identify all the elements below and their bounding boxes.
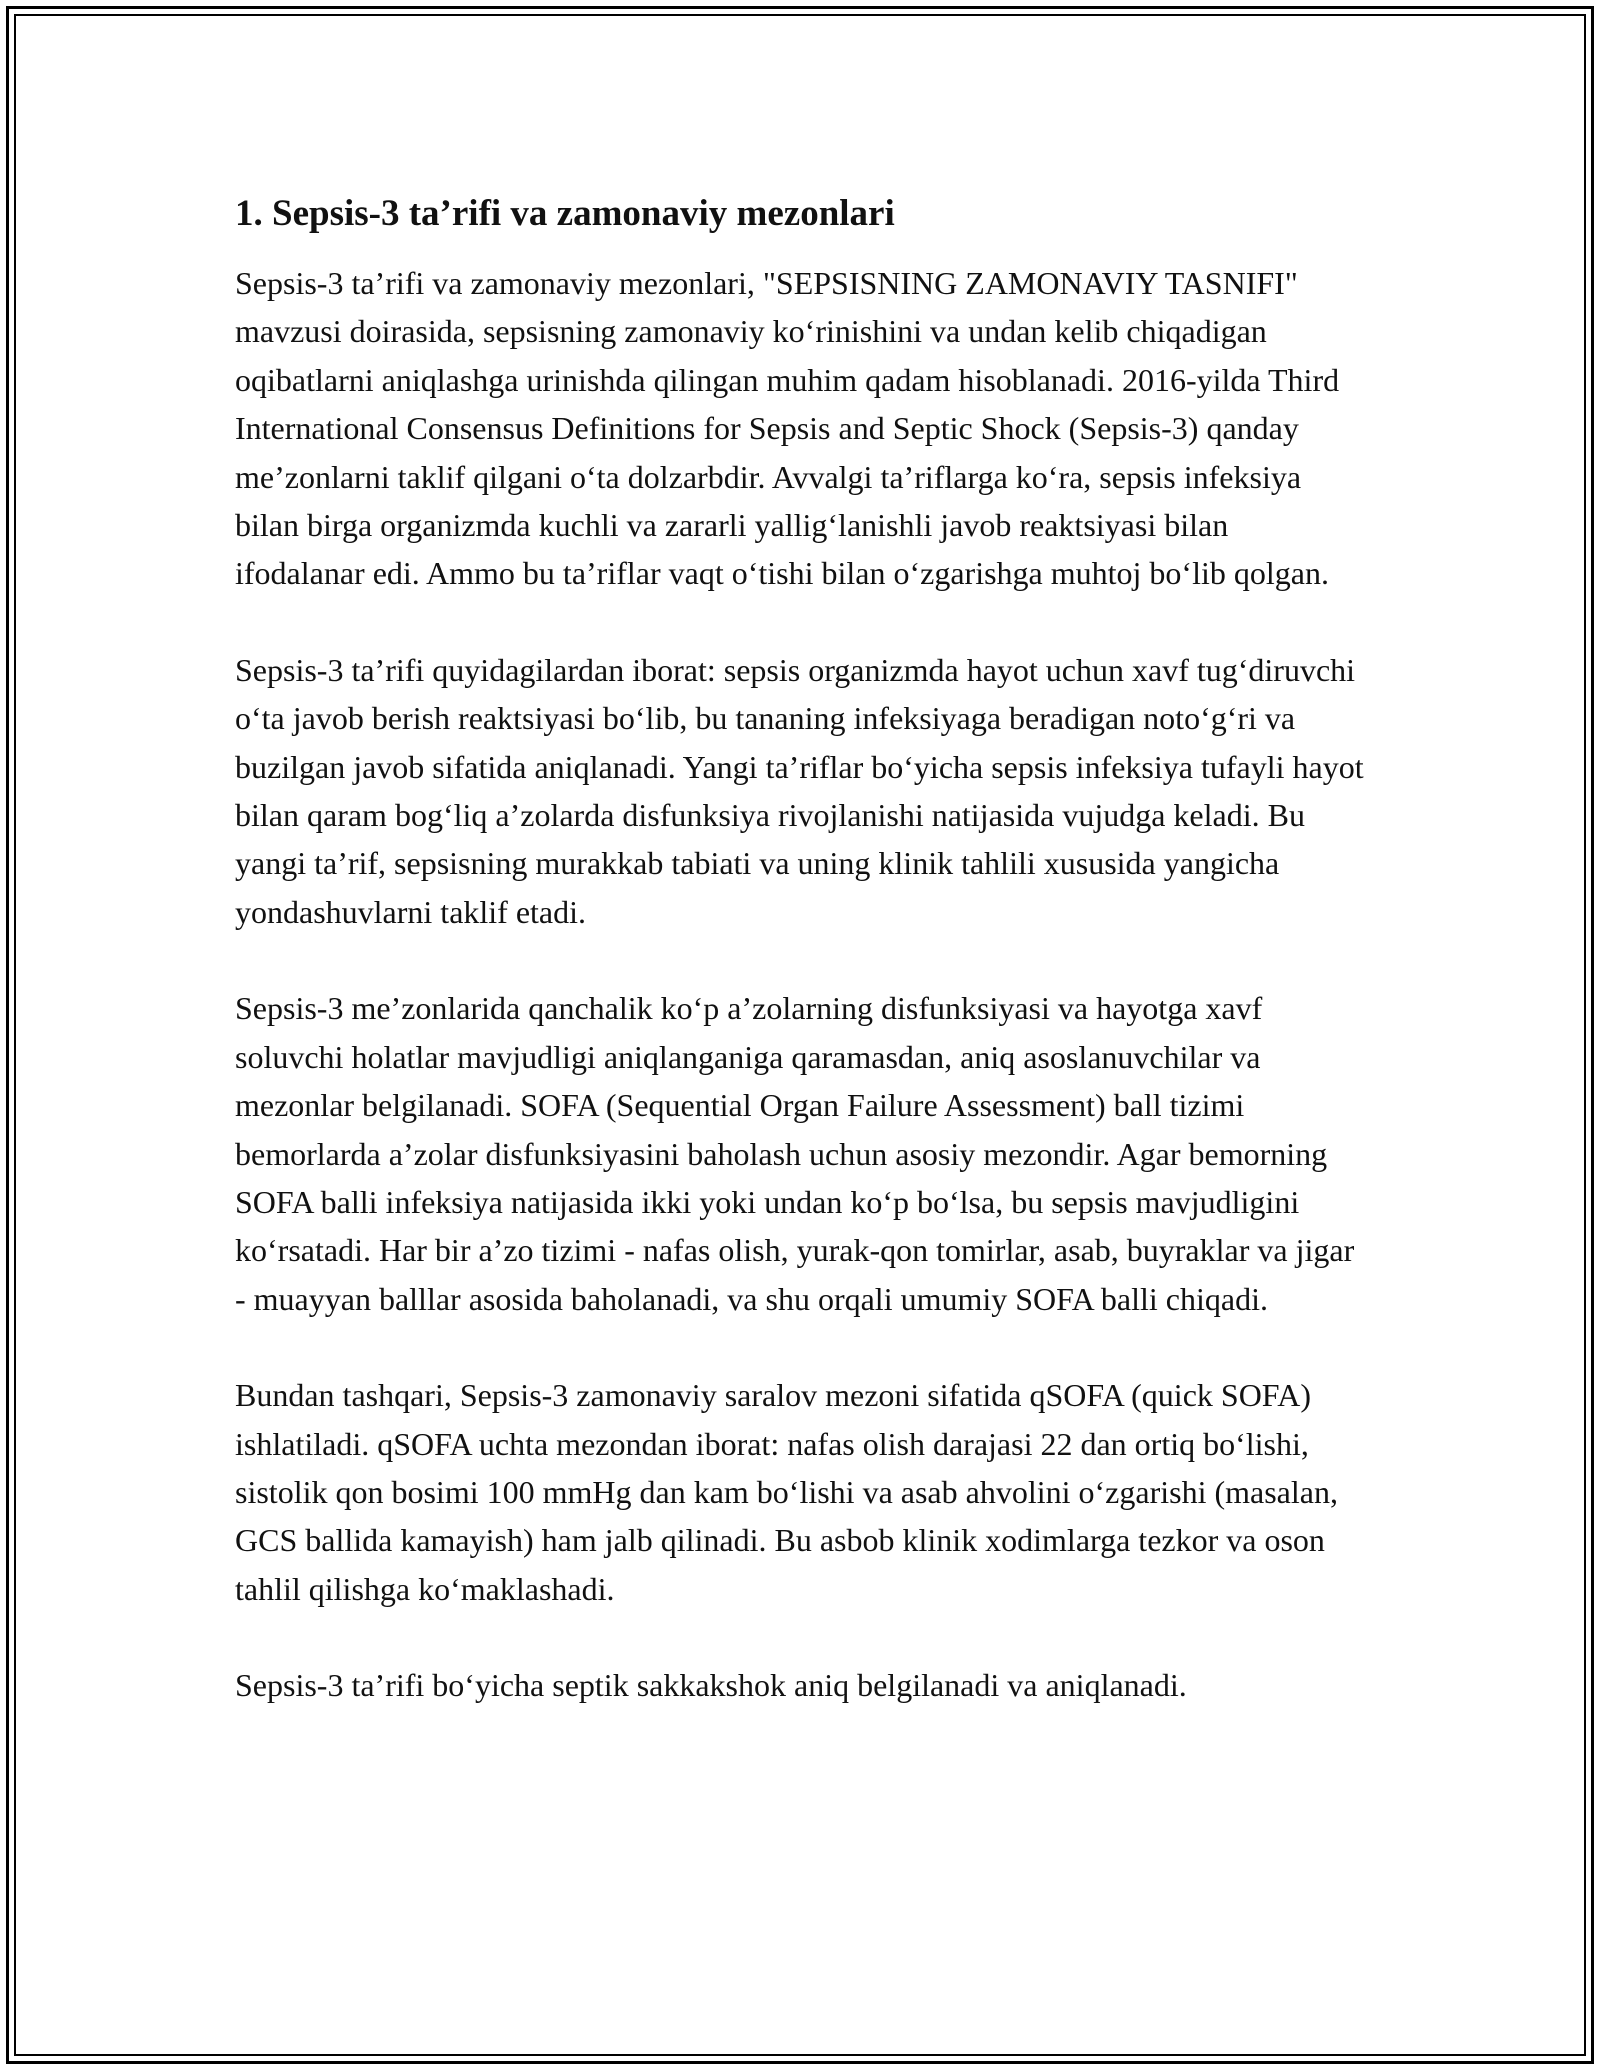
paragraph-3: Sepsis-3 me’zonlarida qanchalik ko‘p a’zolarning disfunksiyasi va hayotga xavf soluvchi holatlar mavjudligi aniqlanganiga qaramasdan, aniq asoslanuvchilar va mezonlar belgilanadi. SOFA (Sequential Organ Failure Assessment) ball tizimi bemorlarda a’zolar disfunksiyasini baholash uchun asosiy mezondir. Agar bemorning SOFA balli infeksiya natijasida ikki yoki undan ko‘p bo‘lsa, bu sepsis mavjudligini ko‘rsatadi. Har bir a’zo tizimi - nafas olish, yurak-qon tomirlar, asab, buyraklar va jigar - muayyan balllar asosida baholanadi, va shu orqali umumiy SOFA balli chiqadi.: [235, 990, 1355, 1317]
section-heading: 1. Sepsis-3 ta’rifi va zamonaviy mezonlari: [235, 193, 895, 234]
paragraph-5: Sepsis-3 ta’rifi bo‘yicha septik sakkakshok aniq belgilanadi va aniqlanadi.: [235, 1667, 1187, 1704]
document-body: [235, 185, 1365, 1710]
paragraph-2: Sepsis-3 ta’rifi quyidagilardan iborat: sepsis organizmda hayot uchun xavf tug‘diruvchi o‘ta javob berish reaktsiyasi bo‘lib, bu tananing infeksiyaga beradigan noto‘g‘ri va buzilgan javob sifatida aniqlanadi. Yangi ta’riflar bo‘yicha sepsis infeksiya tufayli hayot bilan qaram bog‘liq a’zolarda disfunksiya rivojlanishi natijasida vujudga keladi. Bu yangi ta’rif, sepsisning murakkab tabiati va uning klinik tahlili xususida yangicha yondashuvlarni taklif etadi.: [235, 651, 1364, 930]
paragraph-4: Bundan tashqari, Sepsis-3 zamonaviy saralov mezoni sifatida qSOFA (quick SOFA) ishlatiladi. qSOFA uchta mezondan iborat: nafas olish darajasi 22 dan ortiq bo‘lishi, sistolik qon bosimi 100 mmHg dan kam bo‘lishi va asab ahvolini o‘zgarishi (masalan, GCS ballida kamayish) ham jalb qilinadi. Bu asbob klinik xodimlarga tezkor va oson tahlil qilishga ko‘maklashadi.: [235, 1377, 1338, 1607]
paragraph-1: Sepsis-3 ta’rifi va zamonaviy mezonlari, "SEPSISNING ZAMONAVIY TASNIFI" mavzusi doirasida, sepsisning zamonaviy ko‘rinishini va undan kelib chiqadigan oqibatlarni aniqlashga urinishda qilingan muhim qadam hisoblanadi. 2016-yilda Third International Consensus Definitions for Sepsis and Septic Shock (Sepsis-3) qanday me’zonlarni taklif qilgani o‘ta dolzarbdir. Avvalgi ta’riflarga ko‘ra, sepsis infeksiya bilan birga organizmda kuchli va zararli yallig‘lanishli javob reaktsiyasi bilan ifodalanar edi. Ammo bu ta’riflar vaqt o‘tishi bilan o‘zgarishga muhtoj bo‘lib qolgan.: [235, 265, 1340, 592]
